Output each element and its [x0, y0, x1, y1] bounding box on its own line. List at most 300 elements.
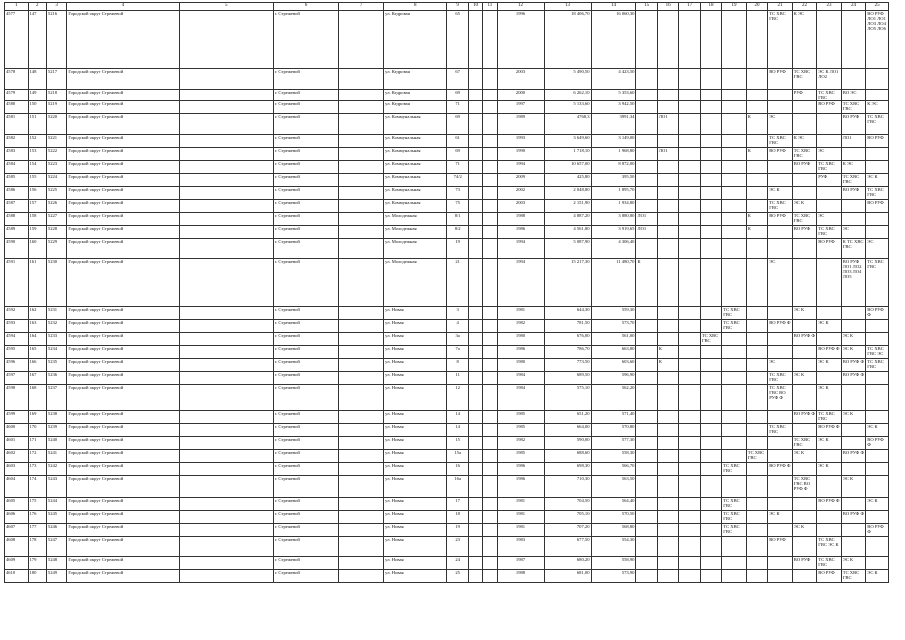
- table-cell: 151: [28, 114, 46, 135]
- table-cell: [792, 385, 817, 411]
- table-cell: 573,90: [591, 570, 636, 583]
- table-cell: [339, 524, 384, 537]
- table-cell: 69: [447, 90, 468, 101]
- table-row: [5, 239, 889, 259]
- table-row: [5, 557, 889, 570]
- table-cell: 5221: [46, 135, 66, 148]
- table-cell: 688,60: [544, 450, 591, 463]
- table-cell: ЭС К: [817, 320, 842, 333]
- table-cell: [722, 11, 747, 69]
- table-cell: 689,50: [544, 372, 591, 385]
- table-cell: Городской округ Стрежевой: [67, 333, 179, 346]
- table-cell: 1988: [497, 570, 544, 583]
- table-cell: [722, 101, 747, 114]
- table-cell: [792, 346, 817, 359]
- table-cell: ЭС: [768, 259, 793, 307]
- table-cell: ВО РУФ: [768, 148, 793, 161]
- table-cell: Городской округ Стрежевой: [67, 90, 179, 101]
- table-cell: [700, 411, 721, 424]
- table-cell: [792, 570, 817, 583]
- table-cell: [657, 90, 678, 101]
- table-cell: ТС ХВС ГВС: [722, 511, 747, 524]
- table-cell: [866, 90, 889, 101]
- table-cell: 4589: [5, 226, 29, 239]
- table-cell: 1985: [497, 424, 544, 437]
- table-cell: [679, 424, 700, 437]
- table-cell: [339, 476, 384, 498]
- table-cell: г. Стрежевой: [273, 101, 338, 114]
- table-cell: 5222: [46, 148, 66, 161]
- table-cell: [636, 161, 657, 174]
- table-cell: 18 406,70: [544, 11, 591, 69]
- table-cell: 1985: [497, 411, 544, 424]
- table-cell: [483, 333, 497, 346]
- table-cell: 4599: [5, 411, 29, 424]
- table-cell: 4607: [5, 524, 29, 537]
- table-cell: Городской округ Стрежевой: [67, 463, 179, 476]
- table-cell: 5 087,90: [544, 239, 591, 259]
- table-cell: ул. Новая: [384, 307, 447, 320]
- table-cell: 14: [447, 411, 468, 424]
- table-cell: ЛО1: [841, 135, 866, 148]
- table-cell: [483, 135, 497, 148]
- table-cell: 162: [28, 307, 46, 320]
- table-cell: [746, 557, 767, 570]
- table-cell: ул. Новая: [384, 557, 447, 570]
- table-cell: ТС ХВС ГВС: [746, 450, 767, 463]
- table-cell: [700, 511, 721, 524]
- table-cell: [636, 187, 657, 200]
- table-cell: К: [746, 148, 767, 161]
- table-cell: [792, 320, 817, 333]
- table-cell: [866, 333, 889, 346]
- table-cell: 4594: [5, 333, 29, 346]
- table-cell: 24: [447, 557, 468, 570]
- table-cell: 16: [447, 463, 468, 476]
- table-cell: 148: [28, 69, 46, 90]
- table-cell: ул. Новая: [384, 498, 447, 511]
- table-cell: [339, 135, 384, 148]
- table-cell: [468, 200, 482, 213]
- table-cell: 177: [28, 524, 46, 537]
- table-cell: [700, 537, 721, 557]
- table-cell: [483, 498, 497, 511]
- table-cell: 11: [447, 372, 468, 385]
- table-cell: [636, 385, 657, 411]
- table-cell: г. Стрежевой: [273, 385, 338, 411]
- table-cell: 773,50: [544, 359, 591, 372]
- table-cell: [679, 213, 700, 226]
- table-cell: [657, 511, 678, 524]
- table-row: [5, 114, 889, 135]
- table-cell: ТС ХВС ГВС: [841, 174, 866, 187]
- table-cell: [700, 226, 721, 239]
- table-cell: ВО РУФ: [841, 114, 866, 135]
- table-cell: [339, 346, 384, 359]
- table-cell: 4577: [5, 11, 29, 69]
- table-cell: г. Стрежевой: [273, 359, 338, 372]
- table-cell: [636, 174, 657, 187]
- table-cell: [768, 239, 793, 259]
- table-cell: [722, 226, 747, 239]
- table-cell: 561,00: [591, 333, 636, 346]
- table-cell: г. Стрежевой: [273, 524, 338, 537]
- table-cell: [339, 101, 384, 114]
- table-row: [5, 359, 889, 372]
- table-cell: 175: [28, 498, 46, 511]
- table-cell: [657, 557, 678, 570]
- table-row: [5, 463, 889, 476]
- table-cell: г. Стрежевой: [273, 437, 338, 450]
- table-row: [5, 187, 889, 200]
- table-cell: 65: [447, 11, 468, 69]
- table-cell: 16 060,30: [591, 11, 636, 69]
- table-cell: [746, 333, 767, 346]
- table-cell: ТС ХВС ГВС: [817, 226, 842, 239]
- table-row: [5, 411, 889, 424]
- table-cell: [746, 259, 767, 307]
- table-cell: ВО РУФ: [866, 135, 889, 148]
- table-cell: [179, 239, 273, 259]
- table-cell: ЭС К: [792, 307, 817, 320]
- table-cell: г. Стрежевой: [273, 320, 338, 333]
- table-cell: 5239: [46, 424, 66, 437]
- table-cell: ВО РУФ: [866, 200, 889, 213]
- table-cell: ТС ХВС ГВС: [817, 90, 842, 101]
- table-cell: 23: [447, 537, 468, 557]
- register-sheet: [4, 2, 889, 583]
- table-cell: 147: [28, 11, 46, 69]
- table-cell: 2003: [497, 69, 544, 90]
- table-cell: 169: [28, 411, 46, 424]
- column-number-cell: 20: [746, 3, 767, 11]
- table-cell: 704,50: [544, 498, 591, 511]
- table-cell: 170: [28, 424, 46, 437]
- table-cell: Городской округ Стрежевой: [67, 226, 179, 239]
- table-cell: [179, 524, 273, 537]
- table-cell: К ЭС: [792, 135, 817, 148]
- table-cell: 8: [447, 359, 468, 372]
- table-cell: 8 872,00: [591, 161, 636, 174]
- table-cell: [722, 174, 747, 187]
- table-cell: г. Стрежевой: [273, 226, 338, 239]
- table-cell: [179, 161, 273, 174]
- table-cell: ул. Молодежная: [384, 239, 447, 259]
- table-cell: 5219: [46, 101, 66, 114]
- table-cell: 5224: [46, 174, 66, 187]
- table-row: [5, 307, 889, 320]
- table-cell: 664,00: [544, 424, 591, 437]
- table-cell: ВО РУФ: [792, 557, 817, 570]
- table-cell: К: [636, 259, 657, 307]
- table-cell: [792, 359, 817, 372]
- table-cell: [768, 570, 793, 583]
- table-cell: 158: [28, 213, 46, 226]
- table-cell: [636, 557, 657, 570]
- table-cell: [636, 476, 657, 498]
- table-cell: 155: [28, 174, 46, 187]
- table-cell: 5237: [46, 385, 66, 411]
- table-cell: [657, 498, 678, 511]
- table-cell: ВО РУФ Ф: [768, 463, 793, 476]
- table-cell: [657, 174, 678, 187]
- table-cell: [636, 239, 657, 259]
- table-cell: ул. Коммунальная: [384, 174, 447, 187]
- table-cell: [866, 476, 889, 498]
- table-cell: Городской округ Стрежевой: [67, 114, 179, 135]
- table-cell: [746, 524, 767, 537]
- table-cell: 5231: [46, 307, 66, 320]
- table-cell: 21: [447, 259, 468, 307]
- table-cell: [179, 226, 273, 239]
- table-cell: [636, 498, 657, 511]
- table-cell: г. Стрежевой: [273, 161, 338, 174]
- table-cell: [746, 161, 767, 174]
- table-cell: [483, 174, 497, 187]
- table-cell: [679, 135, 700, 148]
- table-cell: Городской округ Стрежевой: [67, 213, 179, 226]
- table-cell: [746, 424, 767, 437]
- table-cell: ЭС: [841, 226, 866, 239]
- table-cell: [746, 187, 767, 200]
- column-number-cell: 2: [28, 3, 46, 11]
- table-cell: ВО РУФ: [817, 570, 842, 583]
- table-cell: ул. Новая: [384, 511, 447, 524]
- table-cell: 15 217,30: [544, 259, 591, 307]
- table-cell: 577,30: [591, 437, 636, 450]
- table-cell: [657, 463, 678, 476]
- table-cell: [817, 476, 842, 498]
- table-cell: [483, 359, 497, 372]
- table-cell: [483, 226, 497, 239]
- table-cell: [679, 372, 700, 385]
- table-cell: ЭС К: [817, 385, 842, 411]
- table-cell: [679, 450, 700, 463]
- table-cell: [722, 148, 747, 161]
- table-cell: [657, 213, 678, 226]
- table-cell: 4586: [5, 187, 29, 200]
- table-cell: 3 149,00: [591, 135, 636, 148]
- table-cell: г. Стрежевой: [273, 135, 338, 148]
- table-cell: [339, 148, 384, 161]
- table-cell: [679, 161, 700, 174]
- table-cell: 4606: [5, 511, 29, 524]
- table-cell: ул. Новая: [384, 411, 447, 424]
- table-cell: Городской округ Стрежевой: [67, 537, 179, 557]
- table-cell: [679, 239, 700, 259]
- table-cell: 644,30: [544, 307, 591, 320]
- table-cell: 1982: [497, 320, 544, 333]
- table-cell: 4768,3: [544, 114, 591, 135]
- table-cell: [657, 101, 678, 114]
- table-cell: [657, 385, 678, 411]
- table-cell: [722, 385, 747, 411]
- table-cell: 4582: [5, 135, 29, 148]
- table-cell: г. Стрежевой: [273, 498, 338, 511]
- table-cell: 71: [447, 161, 468, 174]
- table-cell: ТС ХВС ГВС: [866, 114, 889, 135]
- table-cell: 7а: [447, 346, 468, 359]
- table-cell: [700, 450, 721, 463]
- table-cell: [339, 424, 384, 437]
- table-cell: ВО РУФ Ф: [841, 511, 866, 524]
- table-cell: [866, 161, 889, 174]
- table-cell: 570,80: [591, 424, 636, 437]
- table-cell: г. Стрежевой: [273, 333, 338, 346]
- table-cell: 1981: [497, 524, 544, 537]
- table-cell: [483, 259, 497, 307]
- table-cell: [636, 359, 657, 372]
- table-cell: [483, 239, 497, 259]
- table-cell: [700, 346, 721, 359]
- table-cell: [636, 200, 657, 213]
- table-cell: [339, 385, 384, 411]
- table-cell: 4 887,20: [544, 213, 591, 226]
- table-cell: 651,20: [544, 411, 591, 424]
- table-cell: 4605: [5, 498, 29, 511]
- table-cell: [700, 101, 721, 114]
- table-cell: 710,30: [544, 476, 591, 498]
- table-cell: ВО РУФ: [817, 101, 842, 114]
- table-row: [5, 200, 889, 213]
- table-cell: [636, 411, 657, 424]
- table-row: [5, 320, 889, 333]
- table-cell: Городской округ Стрежевой: [67, 135, 179, 148]
- column-number-cell: 19: [722, 3, 747, 11]
- table-cell: [468, 463, 482, 476]
- table-cell: 8/2: [447, 226, 468, 239]
- table-cell: 8/1: [447, 213, 468, 226]
- table-cell: 15: [447, 437, 468, 450]
- table-cell: 1994: [497, 259, 544, 307]
- column-number-cell: 9: [447, 3, 468, 11]
- table-cell: 4585: [5, 174, 29, 187]
- table-cell: 563,50: [591, 476, 636, 498]
- table-cell: 4596: [5, 359, 29, 372]
- table-cell: [179, 463, 273, 476]
- table-cell: [700, 385, 721, 411]
- table-cell: [483, 385, 497, 411]
- table-cell: 75: [447, 200, 468, 213]
- table-cell: ЭС К: [792, 200, 817, 213]
- table-cell: ул. Молодежная: [384, 213, 447, 226]
- table-cell: ТС ХВС ГВС: [768, 372, 793, 385]
- table-cell: ТС ХВС ГВС: [722, 463, 747, 476]
- table-cell: ул. Кедровая: [384, 101, 447, 114]
- table-cell: [792, 511, 817, 524]
- table-cell: [468, 385, 482, 411]
- table-cell: [722, 537, 747, 557]
- table-cell: 4 306,40: [591, 239, 636, 259]
- table-cell: [636, 511, 657, 524]
- table-cell: 4: [447, 320, 468, 333]
- table-cell: 5232: [46, 320, 66, 333]
- table-cell: 1988: [497, 213, 544, 226]
- table-cell: 3 942,50: [591, 101, 636, 114]
- table-cell: ЛО1: [657, 114, 678, 135]
- table-cell: ул. Коммунальная: [384, 148, 447, 161]
- table-cell: [841, 498, 866, 511]
- table-cell: К: [746, 114, 767, 135]
- table-cell: [468, 537, 482, 557]
- table-cell: ВО РУФ: [768, 213, 793, 226]
- table-cell: ТС ХВС ГВС: [722, 498, 747, 511]
- table-cell: ВО РУФ Ф: [866, 524, 889, 537]
- table-cell: [636, 333, 657, 346]
- table-cell: 781,50: [544, 320, 591, 333]
- table-cell: 176: [28, 511, 46, 524]
- table-cell: ТС ХВС ГВС: [817, 557, 842, 570]
- table-cell: [468, 187, 482, 200]
- table-cell: ВО РУФ ЛО1 ЛО2 ЛО3 ЛО4 ЛО5: [841, 259, 866, 307]
- column-number-cell: 23: [817, 3, 842, 11]
- table-cell: [468, 226, 482, 239]
- table-cell: [768, 161, 793, 174]
- table-cell: 19: [447, 524, 468, 537]
- table-cell: [746, 346, 767, 359]
- table-cell: [483, 557, 497, 570]
- table-cell: [746, 385, 767, 411]
- table-cell: ВО РУФ Ф: [866, 437, 889, 450]
- table-cell: 1989: [497, 114, 544, 135]
- table-cell: [179, 90, 273, 101]
- housing-table: [4, 2, 889, 583]
- table-cell: [679, 101, 700, 114]
- table-cell: ЭС К: [841, 333, 866, 346]
- table-cell: [746, 372, 767, 385]
- column-number-cell: 11: [483, 3, 497, 11]
- table-cell: 149: [28, 90, 46, 101]
- table-cell: [179, 320, 273, 333]
- table-cell: 167: [28, 372, 46, 385]
- table-cell: [841, 437, 866, 450]
- table-cell: 603,60: [591, 359, 636, 372]
- table-cell: [722, 200, 747, 213]
- table-cell: 74/2: [447, 174, 468, 187]
- table-cell: [700, 476, 721, 498]
- table-cell: [768, 333, 793, 346]
- table-cell: ул. Новая: [384, 372, 447, 385]
- table-cell: [722, 333, 747, 346]
- table-cell: 677,50: [544, 537, 591, 557]
- table-cell: ЛО1: [636, 226, 657, 239]
- table-cell: [657, 259, 678, 307]
- table-cell: [483, 411, 497, 424]
- table-cell: [179, 11, 273, 69]
- table-cell: Городской округ Стрежевой: [67, 385, 179, 411]
- table-cell: [679, 570, 700, 583]
- table-cell: [866, 148, 889, 161]
- table-cell: [657, 320, 678, 333]
- table-cell: [179, 69, 273, 90]
- table-cell: [339, 320, 384, 333]
- table-cell: [679, 511, 700, 524]
- table-cell: [339, 259, 384, 307]
- table-cell: ЭС К: [792, 372, 817, 385]
- table-cell: [841, 11, 866, 69]
- table-cell: 6 262,10: [544, 90, 591, 101]
- table-cell: Городской округ Стрежевой: [67, 307, 179, 320]
- table-cell: 11 480,70: [591, 259, 636, 307]
- table-cell: [841, 200, 866, 213]
- table-cell: [636, 524, 657, 537]
- table-cell: [179, 307, 273, 320]
- table-cell: [792, 424, 817, 437]
- table-cell: 4601: [5, 437, 29, 450]
- table-cell: [722, 90, 747, 101]
- table-cell: [636, 320, 657, 333]
- table-cell: 1981: [497, 307, 544, 320]
